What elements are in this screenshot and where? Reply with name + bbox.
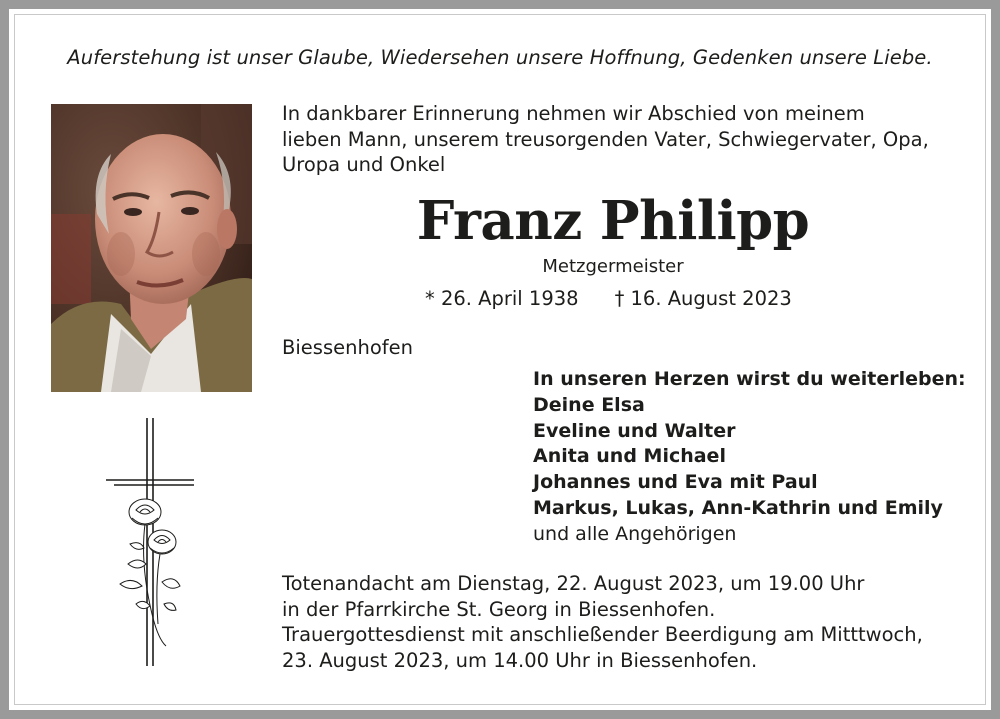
- cross-with-roses-icon: [100, 414, 200, 670]
- mourner-name: Anita und Michael: [533, 445, 726, 468]
- mourner-name: Johannes und Eva mit Paul: [533, 471, 818, 494]
- birth-date: * 26. April 1938: [425, 287, 579, 310]
- death-date: † 16. August 2023: [614, 287, 792, 310]
- mourners-block: [533, 367, 966, 548]
- deceased-name: Franz Philipp: [416, 190, 810, 252]
- mourner-name: Markus, Lukas, Ann-Kathrin und Emily: [533, 496, 943, 519]
- service-line: 23. August 2023, um 14.00 Uhr in Biessenhofen.: [282, 648, 758, 672]
- portrait-photo: [51, 104, 252, 392]
- service-line: Totenandacht am Dienstag, 22. August 2023, um 19.00 Uhr: [282, 572, 865, 595]
- residence-place: Biessenhofen: [282, 336, 413, 359]
- mourners-heading: In unseren Herzen wirst du weiterleben:: [533, 368, 966, 390]
- mourner-name: Deine Elsa: [533, 393, 645, 416]
- life-dates: [425, 287, 792, 310]
- mourner-name: Eveline und Walter: [533, 419, 736, 442]
- mourners-closing: und alle Angehörigen: [533, 522, 737, 545]
- motto-text: Auferstehung ist unser Glaube, Wiedersehen unsere Hoffnung, Gedenken unsere Liebe.: [67, 46, 933, 69]
- deceased-occupation: Metzgermeister: [542, 256, 684, 277]
- service-line: Trauergottesdienst mit anschließender Beerdigung am Mitttwoch,: [282, 623, 923, 646]
- service-info: [282, 571, 923, 673]
- intro-line: In dankbarer Erinnerung nehmen wir Abschied von meinem: [282, 102, 865, 125]
- intro-line: Uropa und Onkel: [282, 153, 446, 176]
- intro-line: lieben Mann, unserem treusorgenden Vater, Schwiegervater, Opa,: [282, 127, 929, 151]
- service-line: in der Pfarrkirche St. Georg in Biessenhofen.: [282, 597, 716, 621]
- intro-text: [282, 101, 962, 178]
